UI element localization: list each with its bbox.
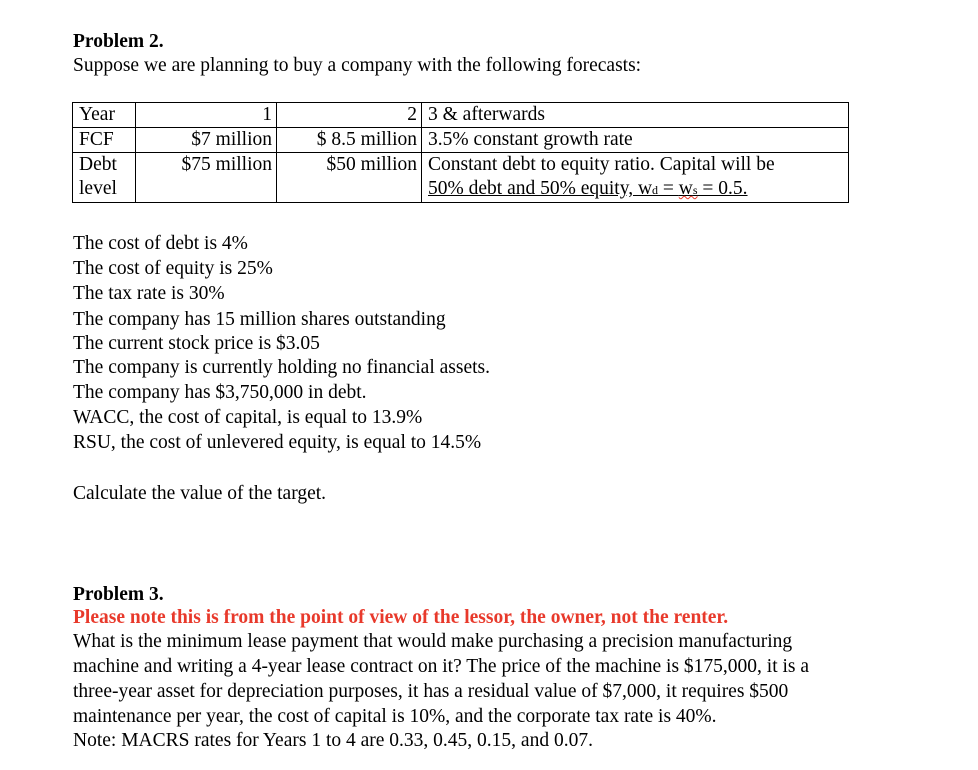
cell-fcf-1: $7 million (136, 128, 277, 153)
fact-line: The company is currently holding no financial assets. (73, 357, 490, 378)
ws-symbol (679, 178, 698, 199)
fact-line: The current stock price is $3.05 (73, 333, 320, 354)
problem3-body-line: What is the minimum lease payment that would make purchasing a precision manufacturing (73, 631, 793, 652)
cell-fcf-2: $ 8.5 million (277, 128, 422, 153)
problem3-body-line: machine and writing a 4-year lease contract on it? The price of the machine is $175,000, it is a (73, 656, 810, 677)
cell-fcf-label: FCF (73, 128, 136, 153)
cell-debt-3 (422, 153, 849, 203)
fact-line: WACC, the cost of capital, is equal to 13.9% (73, 407, 423, 428)
debt-desc-line2 (428, 177, 844, 202)
fact-line: The company has 15 million shares outstanding (73, 309, 446, 330)
ws-subscript: s (692, 183, 698, 197)
debt-label-line1: Debt (79, 154, 117, 175)
fact-line: The cost of equity is 25% (73, 258, 273, 279)
debt-desc-pre: 50% debt and 50% equity, w (428, 178, 653, 199)
fact-line: RSU, the cost of unlevered equity, is equal to 14.5% (73, 432, 482, 453)
cell-debt-label (73, 153, 136, 203)
equals-1: = (658, 178, 679, 199)
cell-year-3: 3 & afterwards (422, 103, 849, 128)
problem3-body-line: maintenance per year, the cost of capital is 10%, and the corporate tax rate is 40%. (73, 706, 717, 727)
fact-line: The tax rate is 30% (73, 283, 225, 304)
problem2-question: Calculate the value of the target. (73, 483, 327, 504)
wd-subscript: d (652, 183, 659, 197)
problem3-note: Please note this is from the point of view of the lessor, the owner, not the renter. (73, 607, 729, 628)
cell-year-2: 2 (277, 103, 422, 128)
table-row-debt (73, 153, 849, 203)
fact-line: The cost of debt is 4% (73, 233, 248, 254)
problem3-title: Problem 3. (73, 584, 164, 605)
problem3-body-line: three-year asset for depreciation purposes, it has a residual value of $7,000, it requires $500 (73, 681, 789, 702)
cell-year-label: Year (73, 103, 136, 128)
fact-line: The company has $3,750,000 in debt. (73, 382, 367, 403)
table-row-fcf (73, 128, 849, 153)
cell-debt-2: $50 million (277, 153, 422, 203)
ws-base: w (678, 178, 693, 199)
problem2-title: Problem 2. (73, 31, 164, 52)
cell-year-1: 1 (136, 103, 277, 128)
forecast-table (72, 102, 849, 203)
table-row-year (73, 103, 849, 128)
cell-fcf-3: 3.5% constant growth rate (422, 128, 849, 153)
problem3-body-line: Note: MACRS rates for Years 1 to 4 are 0.33, 0.45, 0.15, and 0.07. (73, 730, 593, 751)
debt-label-line2: level (79, 178, 117, 199)
problem2-intro: Suppose we are planning to buy a company with the following forecasts: (73, 55, 642, 76)
debt-desc-line1: Constant debt to equity ratio. Capital will be (428, 154, 775, 175)
cell-debt-1: $75 million (136, 153, 277, 203)
equals-2: = 0.5. (697, 178, 748, 199)
